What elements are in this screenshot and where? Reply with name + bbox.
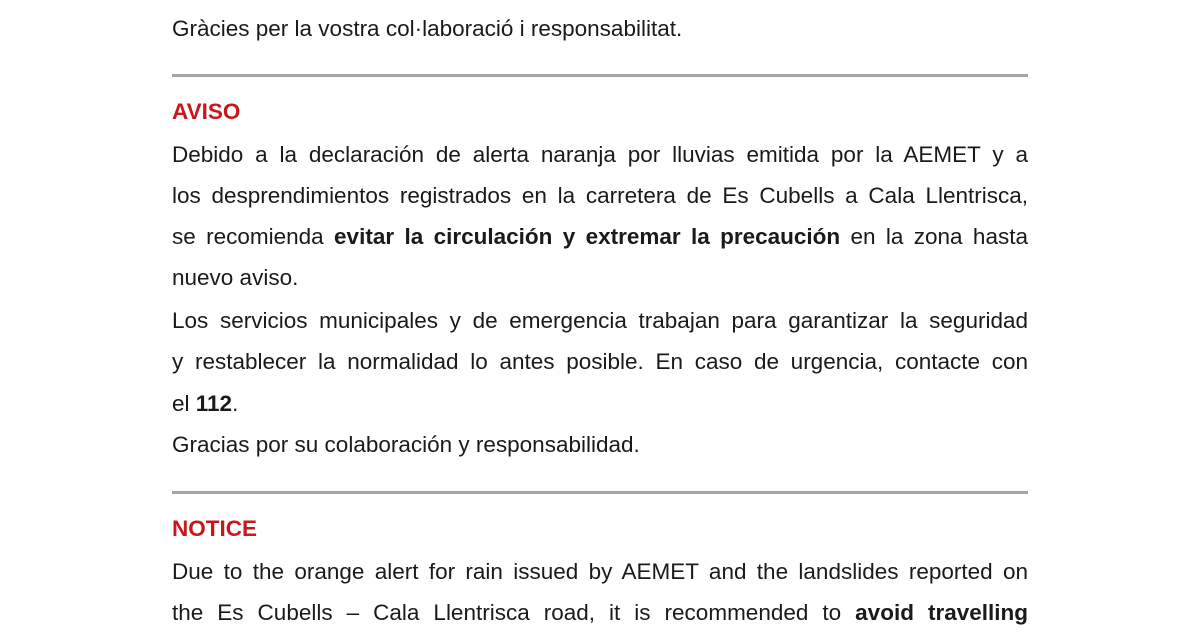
section-divider-2 <box>172 491 1028 494</box>
section-divider-1 <box>172 74 1028 77</box>
aviso-line-3 <box>172 216 1028 257</box>
aviso-line-1: Debido a la declaración de alerta naranja por lluvias emitida por la AEMET y a <box>172 142 1028 167</box>
notice-line-2 <box>172 592 1028 633</box>
notice-recommendation-bold: avoid travelling <box>855 600 1028 625</box>
aviso-heading: AVISO <box>172 99 241 124</box>
aviso-line-4: nuevo aviso. <box>172 265 299 290</box>
catalan-closing-text: Gràcies per la vostra col·laboració i responsabilitat. <box>172 16 683 41</box>
aviso-line-3-end: en la zona hasta <box>840 224 1028 249</box>
aviso-line-3-start: se recomienda <box>172 224 335 249</box>
aviso-line-7-start: el <box>172 391 196 416</box>
aviso-line-7 <box>172 383 238 424</box>
notice-line-2-start: the Es Cubells – Cala Llentrisca road, it is recommended to <box>172 600 856 625</box>
notice-line-1: Due to the orange alert for rain issued by AEMET and the landslides reported on <box>172 559 1028 584</box>
aviso-closing-text: Gracias por su colaboración y responsabilidad. <box>172 432 640 457</box>
aviso-recommendation-bold: evitar la circulación y extremar la precaución <box>334 224 841 249</box>
notice-heading: NOTICE <box>172 516 258 541</box>
aviso-line-6: y restablecer la normalidad lo antes posible. En caso de urgencia, contacte con <box>172 349 1028 374</box>
aviso-line-2: los desprendimientos registrados en la carretera de Es Cubells a Cala Llentrisca, <box>172 183 1028 208</box>
aviso-line-5: Los servicios municipales y de emergencia trabajan para garantizar la seguridad <box>172 308 1028 333</box>
aviso-line-7-end: . <box>232 391 239 416</box>
emergency-number: 112 <box>195 391 233 416</box>
